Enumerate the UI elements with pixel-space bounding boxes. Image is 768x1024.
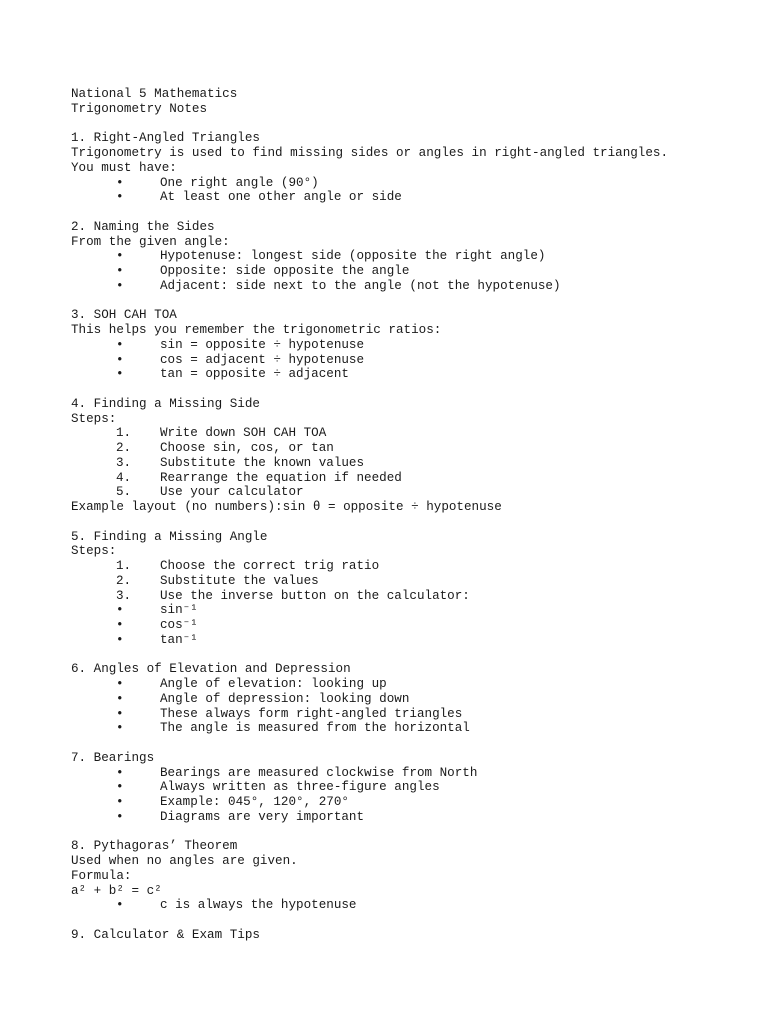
bullet-list (71, 677, 751, 736)
bullet-icon: • (116, 264, 124, 278)
list-item-text: c is always the hypotenuse (160, 898, 357, 913)
list-item (71, 810, 751, 825)
section-spacer (71, 205, 751, 220)
section (71, 131, 751, 205)
list-item-text: Always written as three-figure angles (160, 780, 440, 795)
section (71, 928, 751, 943)
bullet-icon: • (116, 249, 124, 264)
bullet-icon: • (116, 721, 124, 736)
list-item-text: Substitute the known values (160, 455, 365, 470)
list-item (71, 721, 751, 736)
section-spacer (71, 515, 751, 530)
list-item (71, 249, 751, 264)
section-heading: 5. Finding a Missing Angle (71, 529, 268, 544)
section-heading: 6. Angles of Elevation and Depression (71, 662, 351, 677)
list-item-text: Choose the correct trig ratio (160, 559, 380, 573)
list-item-text: Example: 045°, 120°, 270° (160, 795, 349, 809)
paragraph-line: Trigonometry is used to find missing sides or angles in right-angled triangles. (71, 146, 669, 160)
list-item-text: sin⁻¹ (160, 603, 198, 618)
bullet-icon: • (116, 795, 124, 809)
list-item (71, 426, 751, 441)
list-number: 2. (116, 441, 132, 455)
sections-container (71, 117, 751, 943)
list-item (71, 559, 751, 574)
paragraph-line: Example layout (no numbers):sin θ = opposite ÷ hypotenuse (71, 500, 502, 514)
section-heading: 1. Right-Angled Triangles (71, 131, 260, 146)
list-item-text: Diagrams are very important (160, 809, 365, 824)
list-item-text: One right angle (90°) (160, 175, 319, 190)
list-item (71, 471, 751, 486)
list-item-text: At least one other angle or side (160, 190, 402, 205)
list-item (71, 456, 751, 471)
section (71, 530, 751, 648)
list-item (71, 338, 751, 353)
list-item (71, 780, 751, 795)
section-heading: 8. Pythagoras’ Theorem (71, 839, 238, 854)
bullet-icon: • (116, 765, 124, 780)
section-heading: 4. Finding a Missing Side (71, 396, 260, 411)
list-item (71, 190, 751, 205)
list-item-text: These always form right-angled triangles (160, 706, 463, 721)
list-item-text: tan = opposite ÷ adjacent (160, 367, 349, 382)
list-item (71, 692, 751, 707)
list-item (71, 618, 751, 633)
bullet-icon: • (116, 190, 124, 205)
bullet-icon: • (116, 632, 124, 647)
list-item-text: tan⁻¹ (160, 632, 198, 647)
list-item-text: Use your calculator (160, 485, 304, 500)
list-item-text: Opposite: side opposite the angle (160, 264, 410, 278)
bullet-icon: • (116, 706, 124, 721)
numbered-list (71, 559, 751, 603)
section-spacer (71, 736, 751, 751)
section (71, 397, 751, 515)
document-subtitle: Trigonometry Notes (71, 101, 208, 116)
bullet-icon: • (116, 677, 124, 691)
list-item-text: cos = adjacent ÷ hypotenuse (160, 352, 365, 367)
list-item (71, 589, 751, 604)
list-item (71, 603, 751, 618)
list-item (71, 279, 751, 294)
section-heading: 7. Bearings (71, 750, 155, 765)
bullet-icon: • (116, 780, 124, 795)
paragraph-line: This helps you remember the trigonometric ratios: (71, 323, 442, 337)
section-spacer (71, 294, 751, 309)
bullet-list (71, 249, 751, 293)
list-item (71, 707, 751, 722)
list-item-text: Bearings are measured clockwise from North (160, 765, 478, 780)
bullet-list (71, 603, 751, 647)
list-item-text: Hypotenuse: longest side (opposite the right angle) (160, 249, 546, 264)
list-number: 5. (116, 485, 132, 500)
section-spacer (71, 825, 751, 840)
list-item (71, 677, 751, 692)
list-item (71, 353, 751, 368)
list-item (71, 574, 751, 589)
bullet-icon: • (116, 809, 124, 824)
list-number: 1. (116, 559, 132, 573)
list-item (71, 633, 751, 648)
bullet-icon: • (116, 175, 124, 190)
bullet-icon: • (116, 278, 124, 293)
list-item (71, 367, 751, 382)
section-spacer (71, 913, 751, 928)
bullet-icon: • (116, 618, 124, 632)
section-spacer (71, 648, 751, 663)
section (71, 220, 751, 294)
list-item-text: The angle is measured from the horizontal (160, 721, 470, 736)
document-body (71, 87, 751, 943)
bullet-list (71, 766, 751, 825)
paragraph-line: Steps: (71, 411, 117, 426)
paragraph-line: a² + b² = c² (71, 883, 162, 898)
list-item-text: sin = opposite ÷ hypotenuse (160, 337, 365, 352)
list-number: 4. (116, 470, 132, 485)
paragraph-line: From the given angle: (71, 234, 230, 249)
bullet-icon: • (116, 337, 124, 352)
list-item-text: Angle of depression: looking down (160, 691, 410, 706)
bullet-list (71, 338, 751, 382)
section-spacer (71, 382, 751, 397)
list-item-text: Choose sin, cos, or tan (160, 441, 334, 455)
list-number: 2. (116, 573, 132, 588)
bullet-icon: • (116, 603, 124, 618)
paragraph-line: You must have: (71, 160, 177, 175)
section-heading: 3. SOH CAH TOA (71, 308, 177, 323)
section-heading: 2. Naming the Sides (71, 219, 215, 234)
list-item-text: cos⁻¹ (160, 618, 198, 632)
list-number: 1. (116, 426, 132, 441)
list-item (71, 264, 751, 279)
bullet-list (71, 176, 751, 206)
bullet-list (71, 898, 751, 913)
section (71, 662, 751, 736)
list-item-text: Rearrange the equation if needed (160, 470, 402, 485)
list-item-text: Write down SOH CAH TOA (160, 426, 327, 441)
numbered-list (71, 426, 751, 500)
bullet-icon: • (116, 898, 124, 913)
list-number: 3. (116, 455, 132, 470)
section-heading: 9. Calculator & Exam Tips (71, 927, 260, 942)
document-title: National 5 Mathematics (71, 87, 238, 101)
list-item (71, 441, 751, 456)
section (71, 308, 751, 382)
section-spacer (71, 117, 751, 132)
list-number: 3. (116, 588, 132, 603)
list-item (71, 898, 751, 913)
section (71, 751, 751, 825)
list-item (71, 176, 751, 191)
bullet-icon: • (116, 691, 124, 706)
list-item-text: Use the inverse button on the calculator: (160, 588, 470, 603)
section (71, 839, 751, 913)
paragraph-line: Used when no angles are given. (71, 854, 298, 868)
bullet-icon: • (116, 352, 124, 367)
paragraph-line: Formula: (71, 868, 132, 883)
bullet-icon: • (116, 367, 124, 382)
list-item-text: Substitute the values (160, 573, 319, 588)
list-item (71, 795, 751, 810)
list-item-text: Angle of elevation: looking up (160, 677, 387, 691)
paragraph-line: Steps: (71, 544, 117, 559)
list-item (71, 766, 751, 781)
list-item-text: Adjacent: side next to the angle (not the hypotenuse) (160, 278, 561, 293)
list-item (71, 485, 751, 500)
